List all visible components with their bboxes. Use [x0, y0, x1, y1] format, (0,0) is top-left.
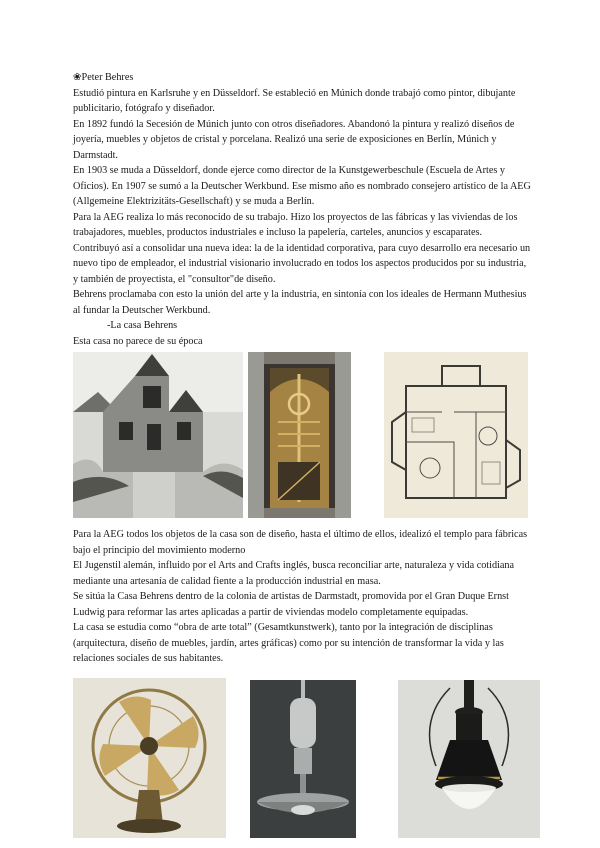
section-heading: ❀Peter Behres — [73, 72, 134, 83]
paragraph-jugendstil: El Jugenstil alemán, influido por el Arts and Crafts inglés, busca reconciliar arte, naturaleza y vida cotidiana mediante una artesanía de calidad fiente a la producción industrial en masa. — [73, 560, 515, 587]
paragraph-studies: Estudió pintura en Karlsruhe y en Düsseldorf. Se estableció en Múnich donde trabajó como pintor, dibujante publicitario, fotógrafo y diseñador. — [73, 87, 516, 114]
aeg-fan-photo — [73, 678, 226, 838]
intro-text-block — [73, 70, 533, 349]
floor-plan-drawing — [384, 352, 528, 518]
house-text-block — [73, 527, 533, 667]
paragraph-art-industry: Behrens proclamaba con esto la unión del arte y la industria, en sintonía con los ideales de Hermann Muthesius al fundar la Deutscher Werkbund. — [73, 289, 527, 316]
paragraph-secession: En 1892 fundó la Secesión de Múnich junto con otros diseñadores. Abandonó la pintura y realizó diseños de joyería, muebles y objetos de cristal y porcelana. Realizó una serie de exposiciones en Berlín, Múnich y Darmstadt. — [73, 118, 515, 161]
aeg-arc-lamp-photo — [250, 680, 356, 838]
golden-door-photo — [248, 352, 351, 518]
paragraph-gesamtkunstwerk: La casa se estudia como “obra de arte total” (Gesamtkunstwerk), tanto por la integración de disciplinas (arquitectura, diseño de muebles, jardín, artes gráficas) como por su intención de transformar la vida y las relaciones sociales de sus habitantes. — [73, 622, 504, 664]
subheading-casa-behrens: -La casa Behrens — [107, 320, 178, 331]
paragraph-aeg-objects: Para la AEG todos los objetos de la casa son de diseño, hasta el último de ellos, idealizó el templo para fábricas bajo el principio del movimiento moderno — [73, 529, 528, 556]
paragraph-darmstadt-colony: Se sitúa la Casa Behrens dentro de la colonia de artistas de Darmstadt, promovida por el Gran Duque Ernst Ludwig para reformar las artes aplicadas a partir de viviendas modelo completamente equipadas. — [73, 591, 509, 618]
behrens-house-photo — [73, 352, 243, 518]
lead-line: Esta casa no parece de su época — [73, 335, 203, 347]
paragraph-aeg-work: Para la AEG realiza lo más reconocido de su trabajo. Hizo los proyectos de las fábricas y las viviendas de los trabajadores, muebles, productos industriales e incluso la papelería, carteles, anuncios y escaparates. — [73, 211, 518, 238]
paragraph-dusseldorf: En 1903 se muda a Düsseldorf, donde ejerce como director de la Kunstgewerbeschule (Escuela de Artes y Oficios). En 1907 se sumó a la Deutscher Werkbund. Ese mismo año es nombrado consejero artístico de la AEG (Allgemeine Elektrizitäts-Gesellschaft) y se muda a Berlín. — [73, 165, 531, 207]
paragraph-corporate-identity: Contribuyó así a consolidar una nueva idea: la de la identidad corporativa, para cuyo desarrollo era necesario un nuevo tipo de empleador, el industrial visionario involucrado en todos los aspectos producidos por su industria, y también de proyectista, el "consultor"de diseño. — [73, 242, 531, 285]
aeg-pendant-lamp-photo — [398, 680, 540, 838]
